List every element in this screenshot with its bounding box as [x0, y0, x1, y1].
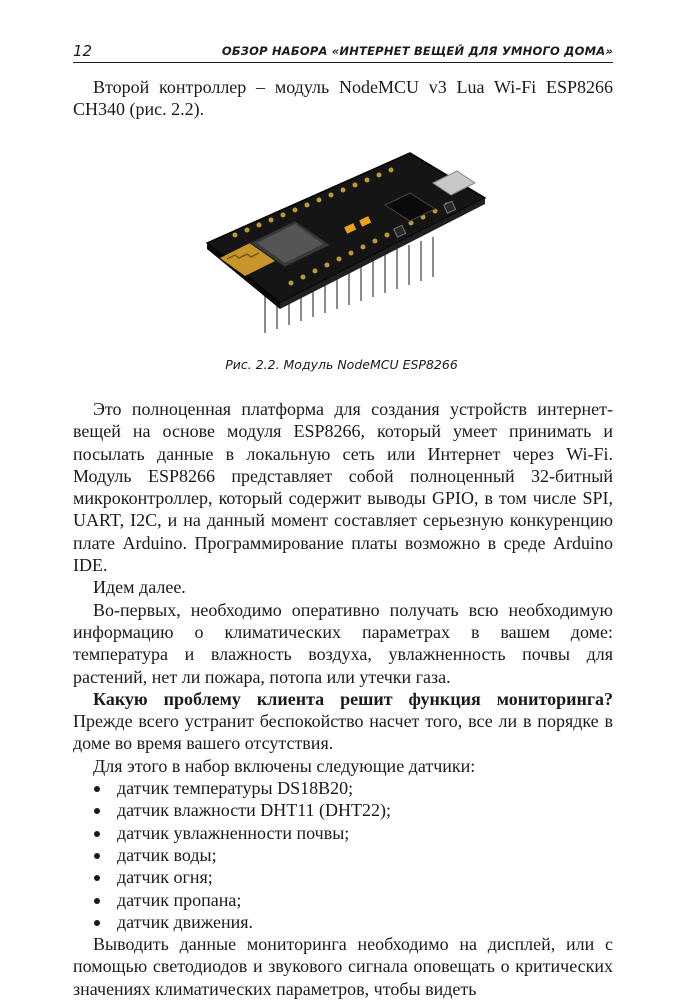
list-item: датчик огня; — [73, 866, 613, 888]
nodemcu-figure — [195, 143, 495, 343]
figure-caption: Рис. 2.2. Модуль NodeMCU ESP8266 — [225, 357, 458, 372]
monitoring-answer: Прежде всего устранит беспокойство насчет того, все ли в порядке в доме во время вашего отсутствия. — [73, 711, 613, 754]
intro-text: Второй контроллер – модуль NodeMCU v3 Lua Wi-Fi ESP8266 CH340 (рис. 2.2). — [73, 77, 613, 120]
list-item: датчик движения. — [73, 911, 613, 933]
paragraph-display: Выводить данные мониторинга необходимо на дисплей, или с помощью светодиодов и звукового сигнала оповещать о критических значениях климатических параметров, чтобы видеть — [73, 934, 613, 999]
list-item: датчик воды; — [73, 844, 613, 866]
page-number: 12 — [73, 42, 93, 60]
running-title: ОБЗОР НАБОРА «ИНТЕРНЕТ ВЕЩЕЙ ДЛЯ УМНОГО ДОМА» — [221, 44, 613, 58]
intro-paragraph — [73, 76, 613, 121]
sensor-list — [73, 777, 613, 933]
paragraph-climate: Во-первых, необходимо оперативно получать всю необходимую информацию о климатических параметрах в вашем доме: температура и влажность воздуха, увлажненность почвы для растений, нет ли пожара, потопа или утечки газа. — [73, 599, 613, 687]
list-item: датчик влажности DHT11 (DHT22); — [73, 799, 613, 821]
monitoring-question: Какую проблему клиента решит функция мониторинга? — [93, 688, 613, 709]
main-body — [73, 398, 613, 1000]
list-item: датчик пропана; — [73, 889, 613, 911]
nodemcu-board-image — [195, 143, 495, 343]
paragraph-platform: Это полноценная платформа для создания устройств интернет-вещей на основе модуля ESP8266, который умеет принимать и посылать данные в локальную сеть или Интернет через Wi-Fi. Модуль ESP8266 представляет собой полноценный 32-битный микроконтроллер, который содержит выводы GPIO, в том числе SPI, UART, I2C, и на данный момент составляет серьезную конкуренцию плате Arduino. Программирование платы возможно в среде Arduino IDE. — [73, 399, 613, 576]
paragraph-monitoring — [73, 688, 613, 755]
list-item: датчик температуры DS18B20; — [73, 777, 613, 799]
paragraph-next: Идем далее. — [93, 577, 186, 598]
list-item: датчик увлажненности почвы; — [73, 822, 613, 844]
paragraph-sensors-intro: Для этого в набор включены следующие датчики: — [93, 755, 476, 776]
running-header — [73, 40, 613, 63]
